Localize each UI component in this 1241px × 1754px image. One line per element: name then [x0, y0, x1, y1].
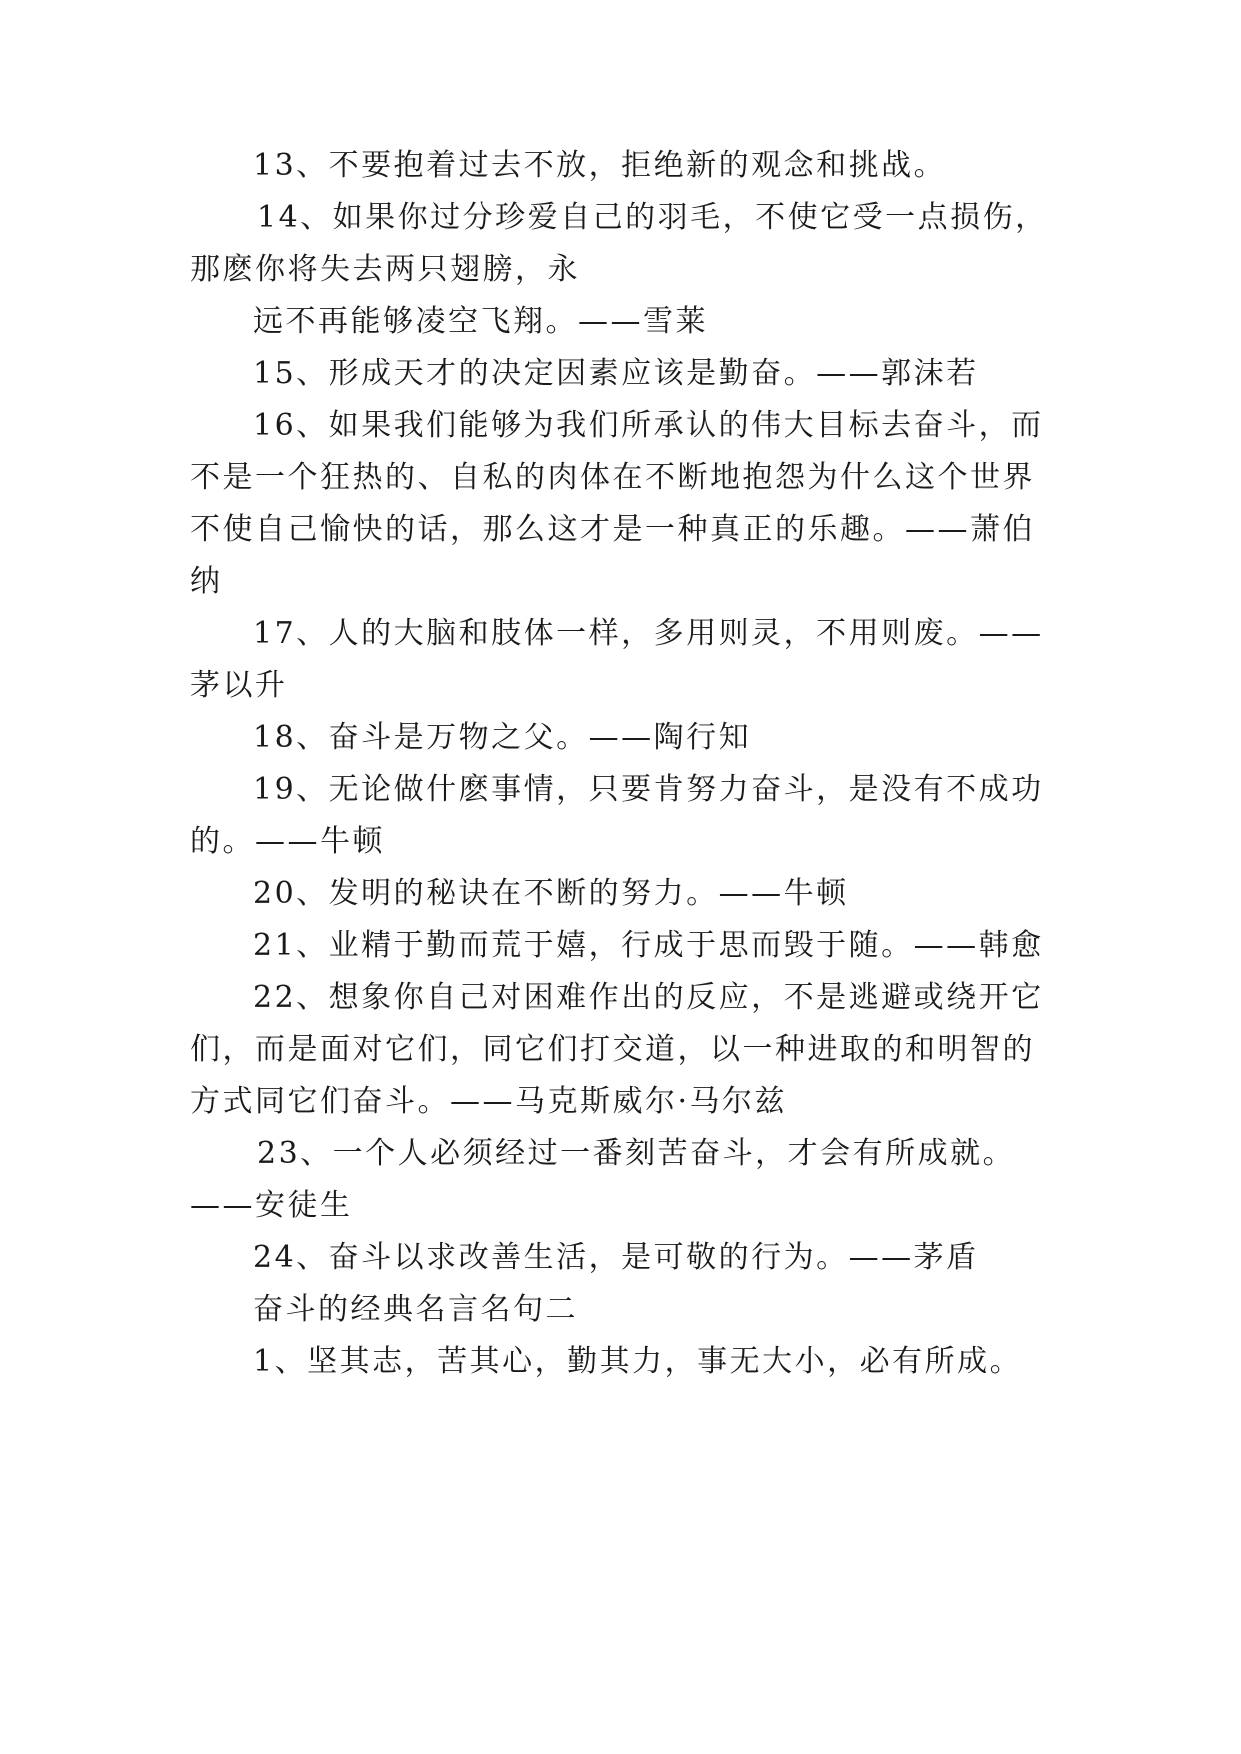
quote-14-line-3: 远不再能够凌空飞翔。——雪莱 [253, 304, 708, 339]
quote-22-line-2: 们，而是面对它们，同它们打交道，以一种进取的和明智的 [190, 1032, 1035, 1067]
quote-20: 20、发明的秘诀在不断的努力。——牛顿 [253, 876, 849, 911]
quote-19-line-2: 的。——牛顿 [190, 824, 385, 859]
quote-23-line-2: ——安徒生 [190, 1188, 353, 1223]
quote-18: 18、奋斗是万物之父。——陶行知 [253, 720, 752, 755]
quote-21: 21、业精于勤而荒于嬉，行成于思而毁于随。——韩愈 [253, 928, 1044, 963]
quote-14-line-2: 那麽你将失去两只翅膀，永 [190, 252, 580, 287]
quote-14-line-1: 14、如果你过分珍爱自己的羽毛，不使它受一点损伤， [257, 200, 1048, 235]
quote-22-line-1: 22、想象你自己对困难作出的反应，不是逃避或绕开它 [253, 980, 1044, 1015]
quote-23-line-1: 23、一个人必须经过一番刻苦奋斗，才会有所成就。 [257, 1136, 1016, 1171]
quote-13: 13、不要抱着过去不放，拒绝新的观念和挑战。 [253, 148, 947, 183]
quote-16-line-1: 16、如果我们能够为我们所承认的伟大目标去奋斗，而 [253, 408, 1044, 443]
quote-19-line-1: 19、无论做什麽事情，只要肯努力奋斗，是没有不成功 [253, 772, 1044, 807]
quote-16-line-3: 不使自己愉快的话，那么这才是一种真正的乐趣。——萧伯 [190, 512, 1035, 547]
section-heading: 奋斗的经典名言名句二 [253, 1292, 578, 1327]
quote-16-line-4: 纳 [190, 564, 223, 599]
section2-quote-1: 1、坚其志，苦其心，勤其力，事无大小，必有所成。 [253, 1344, 1023, 1379]
quote-17-line-1: 17、人的大脑和肢体一样，多用则灵，不用则废。—— [253, 616, 1044, 651]
quote-24: 24、奋斗以求改善生活，是可敬的行为。——茅盾 [253, 1240, 979, 1275]
quote-17-line-2: 茅以升 [190, 668, 288, 703]
quote-16-line-2: 不是一个狂热的、自私的肉体在不断地抱怨为什么这个世界 [190, 460, 1035, 495]
quote-22-line-3: 方式同它们奋斗。——马克斯威尔·马尔兹 [190, 1084, 788, 1119]
quote-15: 15、形成天才的决定因素应该是勤奋。——郭沫若 [253, 356, 979, 391]
